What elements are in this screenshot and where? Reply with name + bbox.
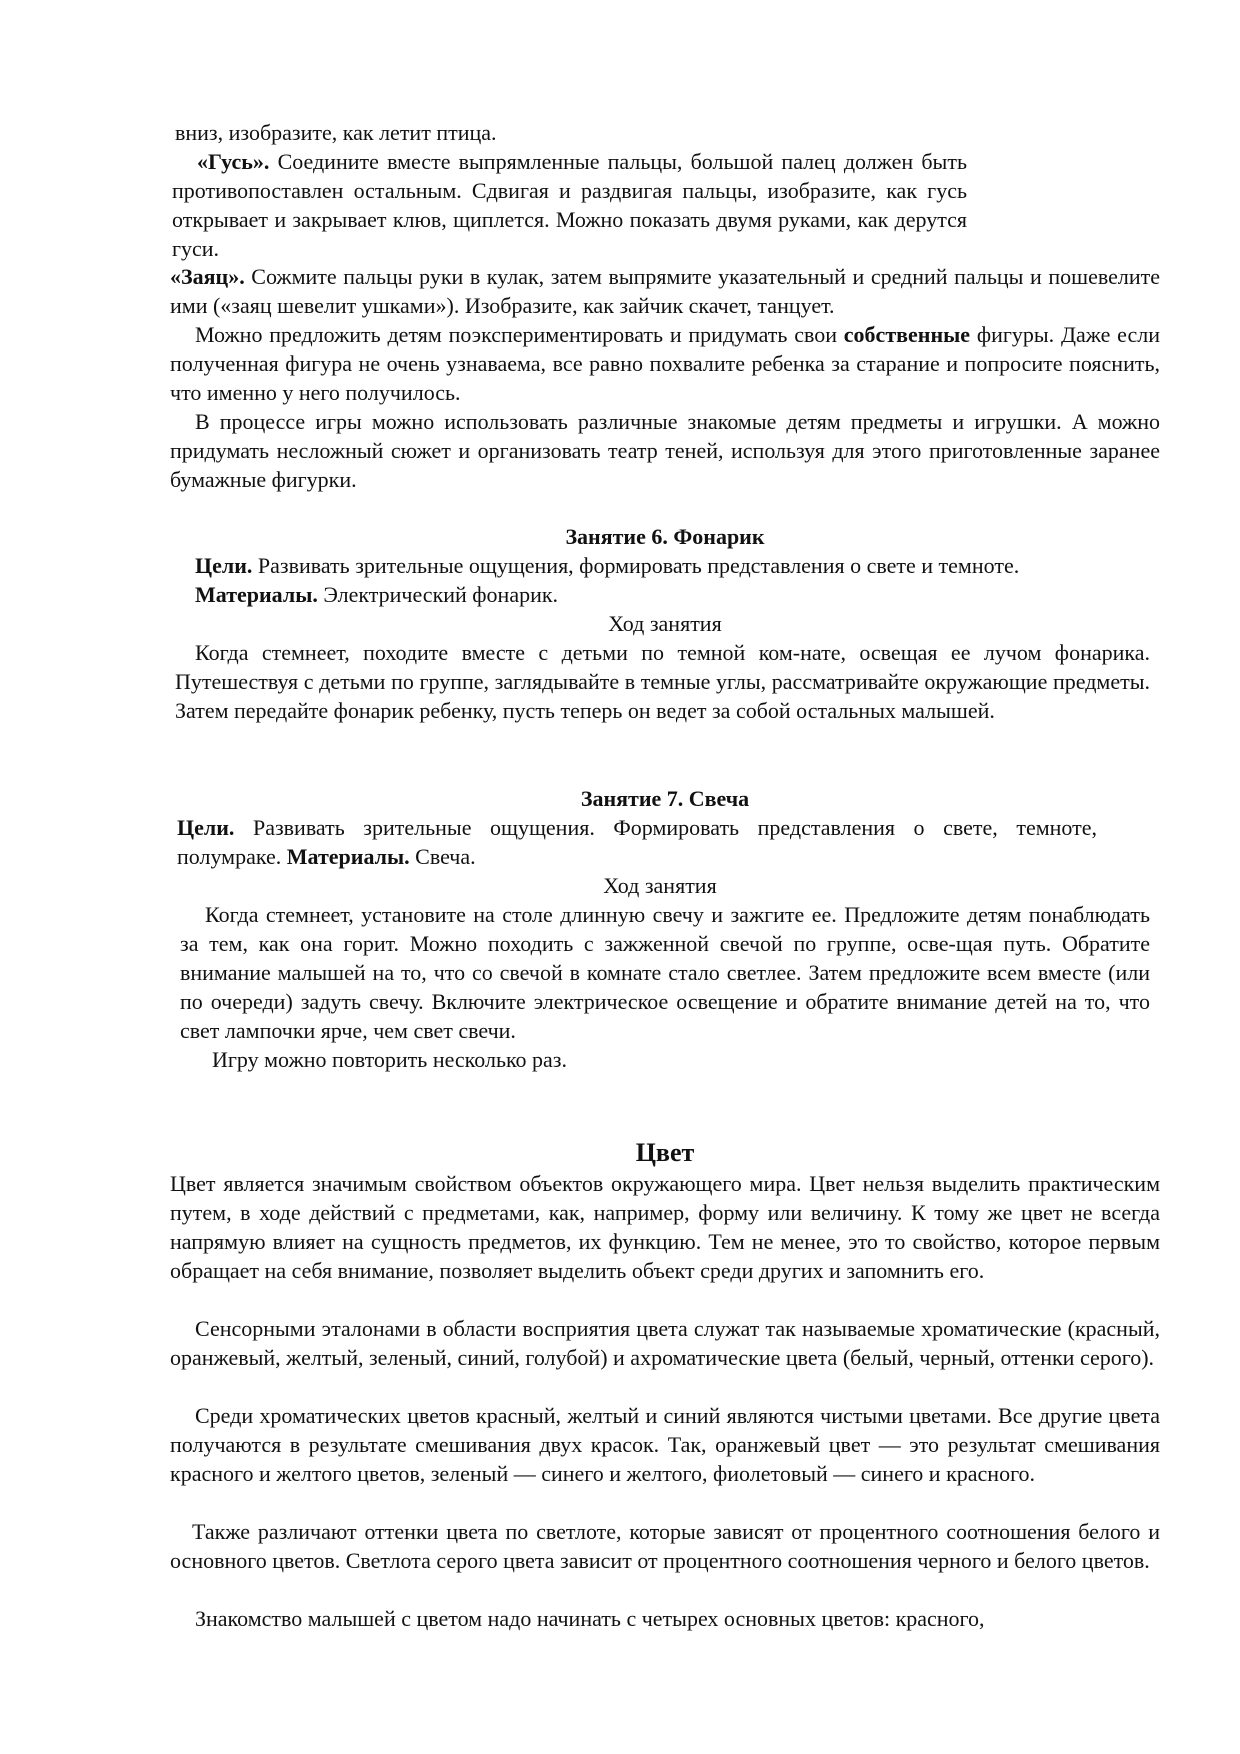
paragraph-hare (170, 262, 1160, 320)
paragraph-bird-end: вниз, изобразите, как летит птица. (175, 120, 497, 145)
section-7-goals-label: Цели. (177, 815, 235, 840)
color-paragraph-2: Сенсорными эталонами в области восприятия цвета служат так называемые хроматические (красный, оранжевый, желтый, зеленый, синий, голубой) и ахроматические цвета (белый, черный, оттенки серого). (170, 1316, 1160, 1370)
section-7-goals-text: Развивать зрительные ощущения. Формировать представления о свете, темноте, полумраке. (177, 815, 1097, 869)
paragraph-own-figures (170, 320, 1160, 407)
section-7-title: Занятие 7. Свеча (580, 786, 750, 811)
section-6-course: Ход занятия (608, 611, 722, 636)
section-6-materials (195, 580, 1160, 609)
section-6-materials-text: Электрический фонарик. (317, 582, 559, 607)
color-chapter-title: Цвет (635, 1138, 695, 1167)
own-figures-b: фигуры. Даже если полученная фигура не очень узнаваема, все равно похвалите ребенка за старание и попросите пояснить, что именно у него получилось. (170, 322, 1161, 405)
section-7-materials-text: Свеча. (409, 844, 476, 869)
section-6-title: Занятие 6. Фонарик (565, 524, 765, 549)
goose-lead: «Гусь». (197, 149, 270, 174)
section-6-goals (195, 551, 1160, 580)
hare-text: Сожмите пальцы руки в кулак, затем выпрямите указательный и средний пальцы и пошевелите ими («заяц шевелит ушками»). Изобразите, как зайчик скачет, танцует. (170, 264, 1160, 318)
color-paragraph-3: Среди хроматических цветов красный, желтый и синий являются чистыми цветами. Все другие цвета получаются в результате смешивания двух красок. Так, оранжевый цвет — это результат смешивания красного и желтого цветов, зеленый — синего и желтого, фиолетовый — синего и красного. (170, 1403, 1160, 1486)
section-7-course: Ход занятия (603, 873, 717, 898)
section-7-repeat: Игру можно повторить несколько раз. (212, 1047, 567, 1072)
section-7-materials-label: Материалы. (286, 844, 410, 869)
color-paragraph-1: Цвет является значимым свойством объектов окружающего мира. Цвет нельзя выделить практическим путем, в ходе действий с предметами, как, например, форму или величину. К тому же цвет не всегда напрямую влияет на сущность предметов, их функцию. Тем не менее, это то свойство, которое первым обращает на себя внимание, позволяет выделить объект среди других и запомнить его. (170, 1171, 1160, 1283)
section-6-goals-label: Цели. (195, 553, 253, 578)
section-6-text: Когда стемнеет, походите вместе с детьми по темной ком-нате, освещая ее лучом фонарика. Путешествуя с детьми по группе, заглядывайте в темные углы, рассматривайте окружающие предметы. Затем передайте фонарик ребенку, пусть теперь он ведет за собой остальных малышей. (175, 640, 1150, 723)
section-7-goals (177, 813, 1097, 871)
section-6-goals-text: Развивать зрительные ощущения, формировать представления о свете и темноте. (252, 553, 1020, 578)
goose-text: Соедините вместе выпрямленные пальцы, большой палец должен быть противопоставлен остальным. Сдвигая и раздвигая пальцы, изобразите, как гусь открывает и закрывает клюв, щиплется. Можно показать двумя руками, как дерутся гуси. (172, 149, 967, 261)
own-figures-a: Можно предложить детям поэкспериментировать и придумать свои (195, 322, 844, 347)
hare-lead: «Заяц». (170, 264, 245, 289)
color-paragraph-4: Также различают оттенки цвета по светлоте, которые зависят от процентного соотношения белого и основного цветов. Светлота серого цвета зависит от процентного соотношения черного и белого цветов. (170, 1519, 1160, 1573)
own-figures-bold: собственные (843, 322, 971, 347)
color-paragraph-5: Знакомство малышей с цветом надо начинать с четырех основных цветов: красного, (195, 1606, 985, 1631)
section-7-text: Когда стемнеет, установите на столе длинную свечу и зажгите ее. Предложите детям понаблюдать за тем, как она горит. Можно походить с зажженной свечой по группе, осве-щая путь. Обратите внимание малышей на то, что со свечой в комнате стало светлее. Затем предложите всем вместе (или по очереди) задуть свечу. Включите электрическое освещение и обратите внимание детей на то, что свет лампочки ярче, чем свет свечи. (180, 902, 1150, 1043)
paragraph-shadow-theatre: В процессе игры можно использовать различные знакомые детям предметы и игрушки. А можно придумать несложный сюжет и организовать театр теней, используя для этого приготовленные заранее бумажные фигурки. (170, 409, 1160, 492)
section-6-materials-label: Материалы. (195, 582, 318, 607)
paragraph-goose (172, 147, 967, 263)
